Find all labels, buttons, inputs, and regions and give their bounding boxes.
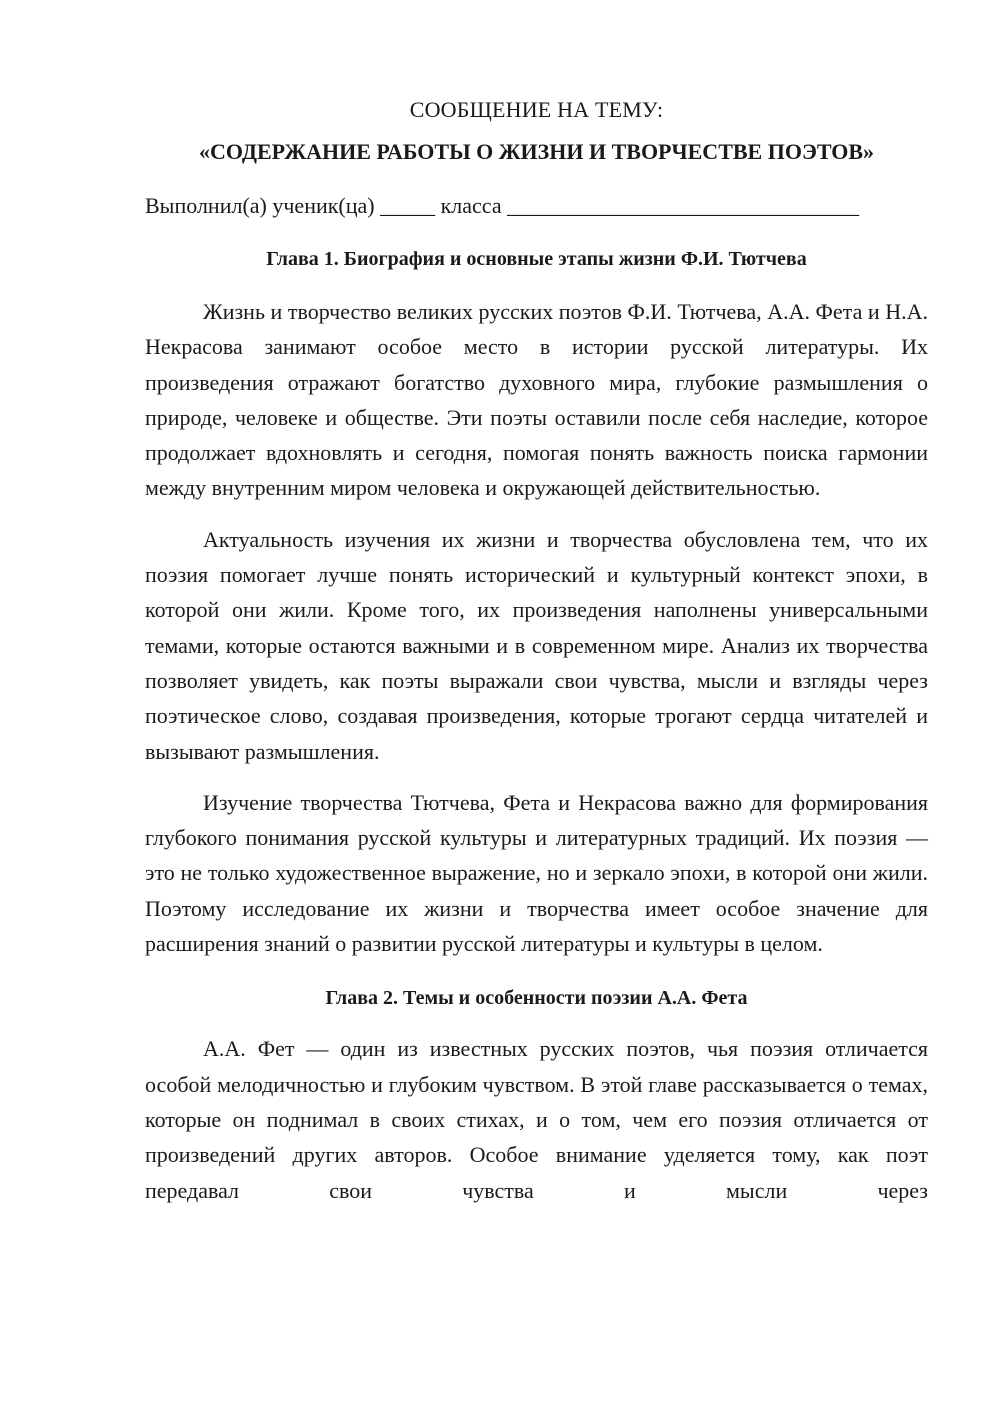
chapter-1-paragraph-1: Жизнь и творчество великих русских поэтов Ф.И. Тютчева, А.А. Фета и Н.А. Некрасова занимают особое место в истории русской литературы. Их произведения отражают богатство духовного мира, глубокие размышления о природе, человеке и обществе. Эти поэты оставили после себя наследие, которое продолжает вдохновлять и сегодня, помогая понять важность поиска гармонии между внутренним миром человека и окружающей действительностью. xyxy=(145,299,928,501)
chapter-1-paragraph-3: Изучение творчества Тютчева, Фета и Некрасова важно для формирования глубокого понимания русской культуры и литературных традиций. Их поэзия — это не только художественное выражение, но и зеркало эпохи, в которой они жили. Поэтому исследование их жизни и творчества имеет особое значение для расширения знаний о развитии русской литературы и культуры в целом. xyxy=(145,789,928,957)
chapter-2-title: Глава 2. Темы и особенности поэзии А.А. Фета xyxy=(325,987,748,1010)
chapter-1-title: Глава 1. Биография и основные этапы жизни Ф.И. Тютчева xyxy=(266,248,807,270)
chapter-1-paragraph-2: Актуальность изучения их жизни и творчества обусловлена тем, что их поэзия помогает лучше понять исторический и культурный контекст эпохи, в которой они жили. Кроме того, их произведения наполнены универсальными темами, которые остаются важными и в современном мире. Анализ их творчества позволяет увидеть, как поэты выражали свои чувства, мысли и взгляды через поэтическое слово, создавая произведения, которые трогают сердца читателей и вызывают размышления. xyxy=(145,526,928,764)
chapter-2-paragraph-1: А.А. Фет — один из известных русских поэтов, чья поэзия отличается особой мелодичностью и глубоким чувством. В этой главе рассказывается о темах, которые он поднимал в своих стихах, и о том, чем его поэзия отличается от произведений других авторов. Особое внимание уделяется тому, как поэт передавал свои чувства и мысли через xyxy=(145,1036,928,1203)
document-subtitle: «СОДЕРЖАНИЕ РАБОТЫ О ЖИЗНИ И ТВОРЧЕСТВЕ ПОЭТОВ» xyxy=(198,139,875,164)
author-line: Выполнил(а) ученик(ца) _____ класса ________________________________ xyxy=(145,193,860,218)
document-title: СООБЩЕНИЕ НА ТЕМУ: xyxy=(409,97,664,122)
document-body xyxy=(145,94,928,1208)
